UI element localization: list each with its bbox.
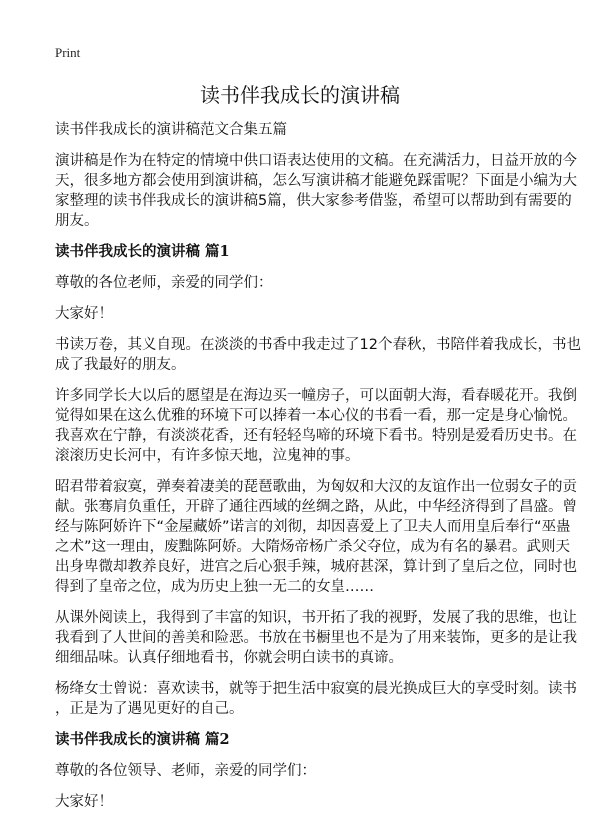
text-line: 天，很多地方都会使用到演讲稿，怎么写演讲稿才能避免踩雷呢？下面是小编为大 bbox=[55, 173, 577, 189]
text-line: 我看到了人世间的善美和险恶。书放在书橱里也不是为了用来装饰，更多的是让我 bbox=[55, 630, 577, 646]
greeting: 尊敬的各位领导、老师，亲爱的同学们： bbox=[55, 763, 316, 779]
text-line: 演讲稿是作为在特定的情境中供口语表达使用的文稿。在充满活力，日益开放的今 bbox=[55, 153, 577, 169]
text-line: 细细品味。认真仔细地看书，你就会明白读书的真谛。 bbox=[55, 650, 403, 666]
text-line: 昭君带着寂寞，弹奏着凄美的琵琶歌曲，为匈奴和大汉的友谊作出一位弱女子的贡 bbox=[55, 479, 577, 495]
paragraph bbox=[55, 386, 577, 466]
text-line: 之术”这一理由，废黜陈阿娇。大隋炀帝杨广杀父夺位，成为有名的暴君。武则天 bbox=[55, 539, 571, 555]
intro-paragraph bbox=[55, 151, 577, 231]
section-heading-2: 读书伴我成长的演讲稿 篇2 bbox=[55, 731, 230, 748]
paragraph bbox=[55, 335, 581, 375]
hello: 大家好！ bbox=[55, 306, 113, 322]
text-line: 书读万卷，其义自现。在淡淡的书香中我走过了12个春秋，书陪伴着我成长，书也 bbox=[55, 337, 581, 353]
document-body bbox=[55, 120, 581, 823]
text-line: 家整理的读书伴我成长的演讲稿5篇，供大家参考借鉴，希望可以帮助到有需要的 bbox=[55, 193, 572, 209]
paragraph bbox=[55, 477, 577, 597]
text-line: 出身卑微却教养良好，进宫之后心狠手辣，城府甚深，算计到了皇后之位，同时也 bbox=[55, 559, 577, 575]
text-line: 献。张骞肩负重任，开辟了通往西域的丝绸之路，从此，中华经济得到了昌盛。曾 bbox=[55, 499, 577, 515]
text-line: 成了我最好的朋友。 bbox=[55, 357, 186, 373]
text-line: 得到了皇帝之位，成为历史上独一无二的女皇…… bbox=[55, 579, 374, 595]
greeting: 尊敬的各位老师，亲爱的同学们： bbox=[55, 275, 273, 291]
text-line: 许多同学长大以后的愿望是在海边买一幢房子，可以面朝大海，看春暖花开。我倒 bbox=[55, 388, 577, 404]
text-line: 我喜欢在宁静，有淡淡花香，还有轻轻鸟啼的环境下看书。特别是爱看历史书。在 bbox=[55, 428, 577, 444]
text-line: 从课外阅读上，我得到了丰富的知识，书开拓了我的视野，发展了我的思维，也让 bbox=[55, 610, 577, 626]
text-line: 滚滚历史长河中，有许多惊天地，泣鬼神的事。 bbox=[55, 448, 360, 464]
text-line: 觉得如果在这么优雅的环境下可以捧着一本心仪的书看一看，那一定是身心愉悦。 bbox=[55, 408, 577, 424]
text-line: ，正是为了遇见更好的自己。 bbox=[55, 701, 244, 717]
text-line: 经与陈阿娇许下“金屋藏娇”诺言的刘彻，却因喜爱上了卫夫人而用皇后奉行“巫蛊 bbox=[55, 519, 571, 535]
hello: 大家好！ bbox=[55, 794, 113, 810]
paragraph bbox=[55, 608, 577, 668]
section-heading-1: 读书伴我成长的演讲稿 篇1 bbox=[55, 243, 230, 260]
paragraph bbox=[55, 679, 577, 719]
page-title: 读书伴我成长的演讲稿 bbox=[200, 83, 400, 107]
text-line: 朋友。 bbox=[55, 213, 99, 229]
text-line: 杨绛女士曾说：喜欢读书，就等于把生活中寂寞的晨光换成巨大的享受时刻。读书 bbox=[55, 681, 577, 697]
print-link[interactable]: Print bbox=[55, 45, 81, 60]
subtitle: 读书伴我成长的演讲稿范文合集五篇 bbox=[55, 122, 287, 138]
